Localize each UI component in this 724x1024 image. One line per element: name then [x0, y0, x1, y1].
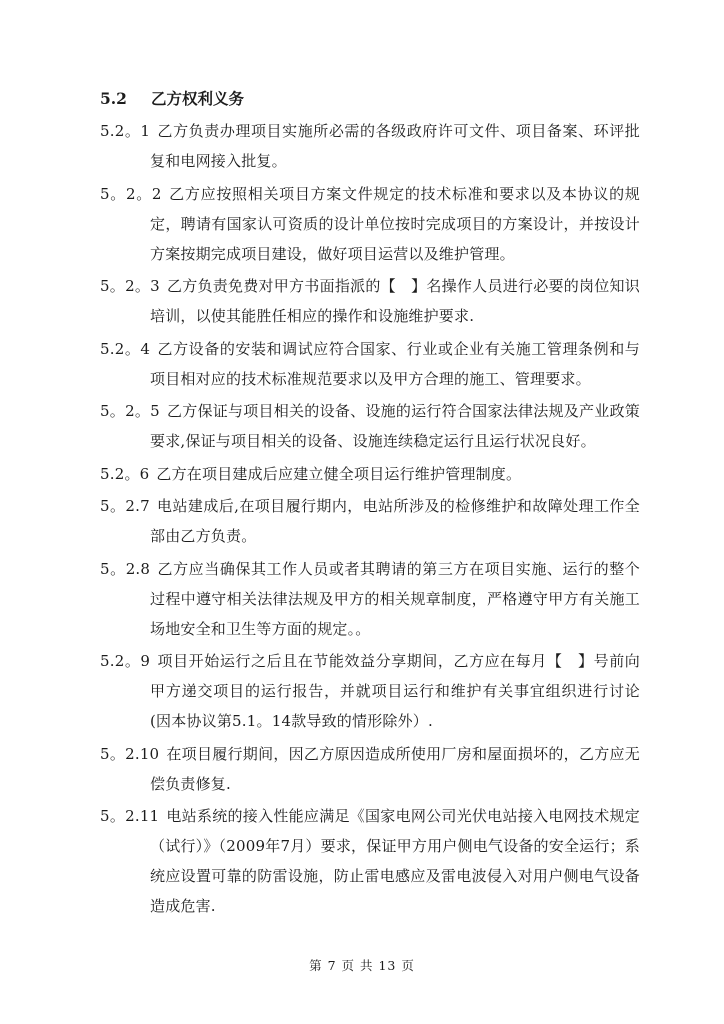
clause-text: 乙方在项目建成后应建立健全项目运行维护管理制度。 — [156, 464, 522, 483]
clause-number: 5。2.11 — [100, 807, 160, 825]
section-title: 乙方权利义务 — [150, 89, 244, 108]
clause-text: 乙方负责办理项目实施所必需的各级政府许可文件、项目备案、环评批复和电网接入批复。 — [150, 122, 640, 170]
clause — [100, 739, 640, 799]
clause — [100, 491, 640, 551]
clause — [100, 554, 640, 644]
clause-text: 乙方应按照相关项目方案文件规定的技术标准和要求以及本协议的规定，聘请有国家认可资质的设计单位按时完成项目的方案设计，并按设计方案按期完成项目建设，做好项目运营以及维护管理。 — [150, 184, 640, 263]
clause — [100, 396, 640, 456]
clause-number: 5。2。3 — [100, 277, 160, 295]
clause — [100, 179, 640, 269]
clause — [100, 334, 640, 394]
section-heading — [100, 84, 640, 114]
clause-text: 乙方保证与项目相关的设备、设施的运行符合国家法律法规及产业政策要求,保证与项目相关的设备、设施连续稳定运行且运行状况良好。 — [150, 402, 640, 450]
clause-number: 5.2。1 — [100, 122, 151, 140]
clause-text: 乙方应当确保其工作人员或者其聘请的第三方在项目实施、运行的整个过程中遵守相关法律法规及甲方的相关规章制度，严格遵守甲方有关施工场地安全和卫生等方面的规定。。 — [150, 559, 640, 638]
clause-number: 5.2。4 — [100, 339, 151, 358]
clause — [100, 801, 640, 921]
clause-text: 电站系统的接入性能应满足《国家电网公司光伏电站接入电网技术规定（试行）》（2009年7月）要求，保证甲方用户侧电气设备的安全运行；系统应设置可靠的防雷设施，防止雷电感应及雷电波侵入对用户侧电气设备造成危害. — [150, 807, 640, 915]
page-footer: 第 7 页 共 13 页 — [309, 958, 415, 973]
clause-number: 5。2。2 — [100, 184, 162, 203]
clause-number: 5。2.7 — [100, 497, 150, 515]
section-number: 5.2 — [100, 89, 127, 108]
clause-text: 乙方设备的安装和调试应符合国家、行业或企业有关施工管理条例和与项目相对应的技术标准规范要求以及甲方合理的施工、管理要求。 — [150, 339, 640, 388]
document-content — [100, 84, 640, 924]
clauses — [100, 116, 640, 921]
clause-text: 项目开始运行之后且在节能效益分享期间，乙方应在每月【 】号前向甲方递交项目的运行报告，并就项目运行和维护有关事宜组织进行讨论(因本协议第5.1。14款导致的情形除外）. — [150, 652, 640, 730]
clause-number: 5。2.8 — [100, 559, 151, 578]
clause-number: 5.2。9 — [100, 652, 151, 670]
clause-text: 在项目履行期间，因乙方原因造成所使用厂房和屋面损坏的，乙方应无偿负责修复. — [150, 744, 640, 793]
clause — [100, 646, 640, 736]
clause-text: 电站建成后,在项目履行期内，电站所涉及的检修维护和故障处理工作全部由乙方负责。 — [150, 497, 641, 545]
clause-number: 5。2。5 — [100, 402, 160, 420]
clause-number: 5.2。6 — [100, 464, 150, 483]
clause — [100, 116, 640, 176]
clause — [100, 459, 640, 489]
clause-text: 乙方负责免费对甲方书面指派的【 】名操作人员进行必要的岗位知识培训，以使其能胜任相应的操作和设施维护要求. — [150, 277, 640, 325]
clause — [100, 271, 640, 331]
clause-number: 5。2.10 — [100, 744, 160, 763]
